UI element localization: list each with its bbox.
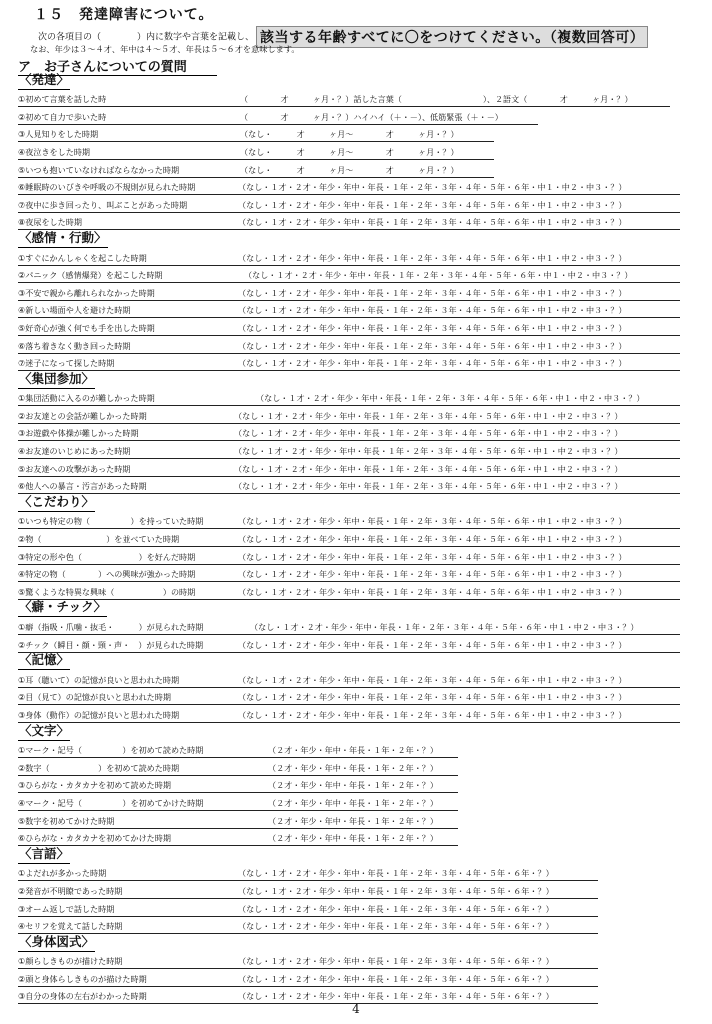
question-text: ⑥落ち着きなく動き回った時期 (18, 340, 131, 351)
question-text: ②チック（瞬目・顔・頸・声・ ）が見られた時期 (18, 639, 204, 650)
answer-options[interactable]: （なし・１才・２才・年少・年中・年長・１年・２年・３年・４年・５年・６年・中１・中２・中３・？） (234, 446, 623, 457)
question-text: ②初めて自力で歩いた時 (18, 111, 107, 122)
answer-options[interactable]: （なし・１才・２才・年少・年中・年長・１年・２年・３年・４年・５年・６年・中１・中２・中３・？） (238, 709, 627, 720)
question-text: ②目（見て）の記憶が良いと思われた時期 (18, 692, 171, 703)
question-row (18, 811, 698, 829)
question-text: ①マーク・記号（ ）を初めて読めた時期 (18, 745, 204, 756)
answer-options[interactable]: （なし・１才・２才・年少・年中・年長・１年・２年・３年・４年・５年・６年・中１・中２・中３・？） (234, 410, 623, 421)
question-row (18, 248, 698, 266)
question-row (18, 617, 698, 635)
question-row (18, 178, 698, 196)
category-label: 〈こだわり〉 (18, 492, 95, 512)
question-text: ⑧夜尿をした時期 (18, 217, 82, 228)
answer-options[interactable]: （なし・１才・２才・年少・年中・年長・１年・２年・３年・４年・５年・６年・中１・中２・中３・？） (238, 586, 627, 597)
question-text: ③お遊戯や体操が難しかった時期 (18, 428, 139, 439)
question-text: ①いつも特定の物（ ）を持っていた時期 (18, 516, 204, 527)
category-label: 〈癖・チック〉 (18, 597, 107, 617)
question-row (18, 406, 698, 424)
answer-options[interactable]: （ 才 ヶ月・？）話した言葉（ ）、２語文（ 才 ヶ月・？） (240, 94, 633, 105)
question-text: ①すぐにかんしゃくを起こした時期 (18, 252, 147, 263)
question-text: ③身体（動作）の記憶が良いと思われた時期 (18, 709, 180, 720)
answer-options[interactable]: （なし・１才・２才・年少・年中・年長・１年・２年・３年・４年・５年・６年・中１・中２・中３・？） (238, 287, 627, 298)
question-text: ②パニック（感情爆発）を起こした時期 (18, 270, 163, 281)
question-row (18, 459, 698, 477)
answer-options[interactable]: （なし・１才・２才・年少・年中・年長・１年・２年・３年・４年・５年・６年・中１・中２・中３・？） (238, 252, 627, 263)
answer-options[interactable]: （なし・１才・２才・年少・年中・年長・１年・２年・３年・４年・５年・６年・中１・中２・中３・？） (238, 674, 627, 685)
question-row (18, 266, 698, 284)
answer-options[interactable]: （なし・１才・２才・年少・年中・年長・１年・２年・３年・４年・５年・６年・中１・中２・中３・？） (238, 322, 627, 333)
question-text: ①初めて言葉を話した時 (18, 94, 107, 105)
question-row (18, 318, 698, 336)
instruction-text: 次の各項目の（ ）内に数字や言葉を記載し、 (38, 32, 255, 43)
answer-options[interactable]: （なし・１才・２才・年少・年中・年長・１年・２年・３年・４年・５年・６年・中１・中２・中３・？） (234, 481, 623, 492)
question-text: ②数字（ ）を初めて読めた時期 (18, 762, 180, 773)
question-row (18, 969, 698, 987)
question-row (18, 793, 698, 811)
question-row (18, 829, 698, 847)
age-note: なお、年少は３～４才、年中は４～５才、年長は５～６才を意味します。 (30, 44, 300, 54)
answer-options[interactable]: （２才・年少・年中・年長・１年・２年・？） (268, 762, 438, 773)
category-heading (18, 72, 698, 90)
question-row (18, 424, 698, 442)
answer-options[interactable]: （なし・ 才 ヶ月～ 才 ヶ月・？） (240, 164, 459, 175)
answer-options[interactable]: （なし・１才・２才・年少・年中・年長・１年・２年・３年・４年・５年・６年・中１・中２・中３・？） (238, 340, 627, 351)
question-text: ⑥睡眠時のいびきや呼吸の不規則が見られた時期 (18, 182, 196, 193)
answer-options[interactable]: （なし・１才・２才・年少・年中・年長・１年・２年・３年・４年・５年・６年・？） (238, 956, 554, 967)
question-row (18, 142, 698, 160)
question-row (18, 301, 698, 319)
answer-options[interactable]: （なし・１才・２才・年少・年中・年長・１年・２年・３年・４年・５年・６年・？） (238, 885, 554, 896)
question-text: ③人見知りをした時期 (18, 129, 99, 140)
answer-options[interactable]: （なし・１才・２才・年少・年中・年長・１年・２年・３年・４年・５年・６年・中１・中２・中３・？） (238, 358, 627, 369)
question-row (18, 705, 698, 723)
category-heading (18, 494, 698, 512)
answer-options[interactable]: （なし・１才・２才・年少・年中・年長・１年・２年・３年・４年・５年・６年・中１・中２・中３・？） (238, 692, 627, 703)
question-row (18, 336, 698, 354)
answer-options[interactable]: （なし・１才・２才・年少・年中・年長・１年・２年・３年・４年・５年・６年・中１・中２・中３・？） (238, 199, 627, 210)
question-text: ⑥ひらがな・カタカナを初めてかけた時期 (18, 833, 171, 844)
question-text: ③不安で親から離れられなかった時期 (18, 287, 155, 298)
answer-options[interactable]: （なし・１才・２才・年少・年中・年長・１年・２年・３年・４年・５年・６年・？） (238, 973, 554, 984)
category-heading (18, 846, 698, 864)
question-text: ③ひらがな・カタカナを初めて読めた時期 (18, 780, 171, 791)
question-row (18, 881, 698, 899)
answer-options[interactable]: （なし・１才・２才・年少・年中・年長・１年・２年・３年・４年・５年・６年・中１・中２・中３・？） (238, 551, 627, 562)
question-row (18, 125, 698, 143)
question-row (18, 283, 698, 301)
question-row (18, 354, 698, 372)
question-row (18, 441, 698, 459)
question-text: ②お友達との会話が難しかった時期 (18, 410, 147, 421)
row-underline (18, 652, 680, 653)
answer-options[interactable]: （なし・１才・２才・年少・年中・年長・１年・２年・３年・４年・５年・６年・中１・中２・中３・？） (234, 428, 623, 439)
section-title-text: ア お子さんについての質問 (18, 60, 217, 76)
answer-options[interactable]: （２才・年少・年中・年長・１年・２年・？） (268, 815, 438, 826)
category-label: 〈感情・行動〉 (18, 228, 108, 248)
question-row (18, 582, 698, 600)
question-text: ⑦夜中に歩き回ったり、叫ぶことがあった時期 (18, 199, 188, 210)
question-row (18, 477, 698, 495)
question-row (18, 547, 698, 565)
question-row (18, 952, 698, 970)
instruction-highlight: 該当する年齢すべてに〇をつけてください。（複数回答可） (256, 26, 648, 48)
question-text: ⑤いつも抱いていなければならなかった時期 (18, 164, 180, 175)
question-row (18, 512, 698, 530)
category-label: 〈発達〉 (18, 70, 70, 90)
question-text: ③オーム返しで話した時期 (18, 903, 115, 914)
question-row (18, 213, 698, 231)
category-heading (18, 230, 698, 248)
question-text: ⑤驚くような特異な興味（ ）の時期 (18, 586, 196, 597)
question-row (18, 864, 698, 882)
category-label: 〈身体図式〉 (18, 932, 95, 952)
category-heading (18, 723, 698, 741)
row-underline (18, 599, 680, 600)
answer-options[interactable]: （なし・１才・２才・年少・年中・年長・１年・２年・３年・４年・５年・６年・？） (238, 868, 554, 879)
question-row (18, 758, 698, 776)
answer-options[interactable]: （なし・１才・２才・年少・年中・年長・１年・２年・３年・４年・５年・６年・中１・中２・中３・？） (238, 217, 627, 228)
answer-options[interactable]: （２才・年少・年中・年長・１年・２年・？） (268, 745, 438, 756)
answer-options[interactable]: （なし・１才・２才・年少・年中・年長・１年・２年・３年・４年・５年・６年・？） (238, 903, 554, 914)
question-row (18, 741, 698, 759)
row-underline (18, 493, 680, 494)
answer-options[interactable]: （なし・１才・２才・年少・年中・年長・１年・２年・３年・４年・５年・６年・中１・中２・中３・？） (238, 305, 627, 316)
answer-options[interactable]: （なし・１才・２才・年少・年中・年長・１年・２年・３年・４年・５年・６年・中１・中２・中３・？） (234, 463, 623, 474)
question-text: ②物（ ）を並べていた時期 (18, 534, 180, 545)
question-row (18, 688, 698, 706)
category-label: 〈言語〉 (18, 844, 70, 864)
question-list (18, 72, 698, 1004)
question-row (18, 160, 698, 178)
answer-options[interactable]: （２才・年少・年中・年長・１年・２年・？） (268, 797, 438, 808)
question-row (18, 529, 698, 547)
page-number: 4 (352, 1002, 360, 1016)
question-text: ⑤数字を初めてかけた時期 (18, 815, 115, 826)
answer-options[interactable]: （なし・１才・２才・年少・年中・年長・１年・２年・３年・４年・５年・６年・中１・中２・中３・？） (238, 569, 627, 580)
question-text: ①顔らしきものが描けた時期 (18, 956, 123, 967)
question-text: ①よだれが多かった時期 (18, 868, 107, 879)
answer-options[interactable]: （２才・年少・年中・年長・１年・２年・？） (268, 780, 438, 791)
question-text: ②頭と身体らしきものが描けた時期 (18, 973, 147, 984)
question-text: ④新しい場面や人を避けた時期 (18, 305, 131, 316)
answer-options[interactable]: （なし・１才・２才・年少・年中・年長・１年・２年・３年・４年・５年・６年・？） (238, 991, 554, 1002)
question-text: ③自分の身体の左右がわかった時期 (18, 991, 147, 1002)
answer-options[interactable]: （なし・１才・２才・年少・年中・年長・１年・２年・３年・４年・５年・６年・中１・中２・中３・？） (250, 622, 639, 632)
question-text: ④マーク・記号（ ）を初めてかけた時期 (18, 797, 204, 808)
answer-options[interactable]: （なし・１才・２才・年少・年中・年長・１年・２年・３年・４年・５年・６年・中１・中２・中３・？） (238, 516, 627, 527)
question-text: ③特定の形や色（ ）を好んだ時期 (18, 551, 196, 562)
answer-options[interactable]: （なし・ 才 ヶ月～ 才 ヶ月・？） (240, 146, 459, 157)
question-row (18, 389, 698, 407)
category-heading (18, 371, 698, 389)
question-row (18, 899, 698, 917)
answer-options[interactable]: （なし・１才・２才・年少・年中・年長・１年・２年・３年・４年・５年・６年・？） (238, 921, 554, 932)
answer-options[interactable]: （なし・１才・２才・年少・年中・年長・１年・２年・３年・４年・５年・６年・中１・中２・中３・？） (238, 639, 627, 650)
row-underline (18, 722, 680, 723)
category-label: 〈集団参加〉 (18, 369, 95, 389)
question-row (18, 90, 698, 108)
answer-options[interactable]: （２才・年少・年中・年長・１年・２年・？） (268, 833, 438, 844)
question-row (18, 635, 698, 653)
row-underline (18, 933, 598, 934)
question-text: ⑤お友達への攻撃があった時期 (18, 463, 131, 474)
question-text: ④お友達のいじめにあった時期 (18, 446, 131, 457)
answer-options[interactable]: （ 才 ヶ月・？）ハイハイ（＋・－）、低筋緊張（＋・－） (240, 111, 503, 122)
question-row (18, 195, 698, 213)
category-heading (18, 653, 698, 671)
question-row (18, 917, 698, 935)
category-heading (18, 600, 698, 618)
question-text: ④セリフを覚えて話した時期 (18, 921, 123, 932)
question-text: ⑥他人への暴言・汚言があった時期 (18, 481, 147, 492)
category-label: 〈記憶〉 (18, 650, 70, 670)
category-heading (18, 934, 698, 952)
question-text: ⑤好奇心が強く何でも手を出した時期 (18, 322, 155, 333)
question-text: ④夜泣きをした時期 (18, 146, 91, 157)
answer-options[interactable]: （なし・ 才 ヶ月～ 才 ヶ月・？） (240, 129, 459, 140)
question-row (18, 776, 698, 794)
answer-options[interactable]: （なし・１才・２才・年少・年中・年長・１年・２年・３年・４年・５年・６年・中１・中２・中３・？） (238, 182, 627, 193)
question-text: ⑦迷子になって探した時期 (18, 358, 115, 369)
row-underline (18, 845, 458, 846)
question-row (18, 107, 698, 125)
answer-options[interactable]: （なし・１才・２才・年少・年中・年長・１年・２年・３年・４年・５年・６年・中１・中２・中３・？） (256, 393, 645, 404)
question-text: ①癖（指吸・爪噛・抜毛・ ）が見られた時期 (18, 622, 204, 632)
question-text: ②発音が不明瞭であった時期 (18, 885, 123, 896)
question-text: ①耳（聴いて）の記憶が良いと思われた時期 (18, 674, 180, 685)
answer-options[interactable]: （なし・１才・２才・年少・年中・年長・１年・２年・３年・４年・５年・６年・中１・中２・中３・？） (244, 270, 633, 281)
question-row (18, 565, 698, 583)
question-text: ④特定の物（ ）への興味が強かった時期 (18, 569, 196, 580)
question-row (18, 670, 698, 688)
page-title: １５ 発達障害について。 (34, 7, 214, 23)
question-text: ①集団活動に入るのが難しかった時期 (18, 393, 155, 404)
row-underline (18, 229, 680, 230)
answer-options[interactable]: （なし・１才・２才・年少・年中・年長・１年・２年・３年・４年・５年・６年・中１・中２・中３・？） (238, 534, 627, 545)
row-underline (18, 370, 680, 371)
category-label: 〈文字〉 (18, 721, 70, 741)
